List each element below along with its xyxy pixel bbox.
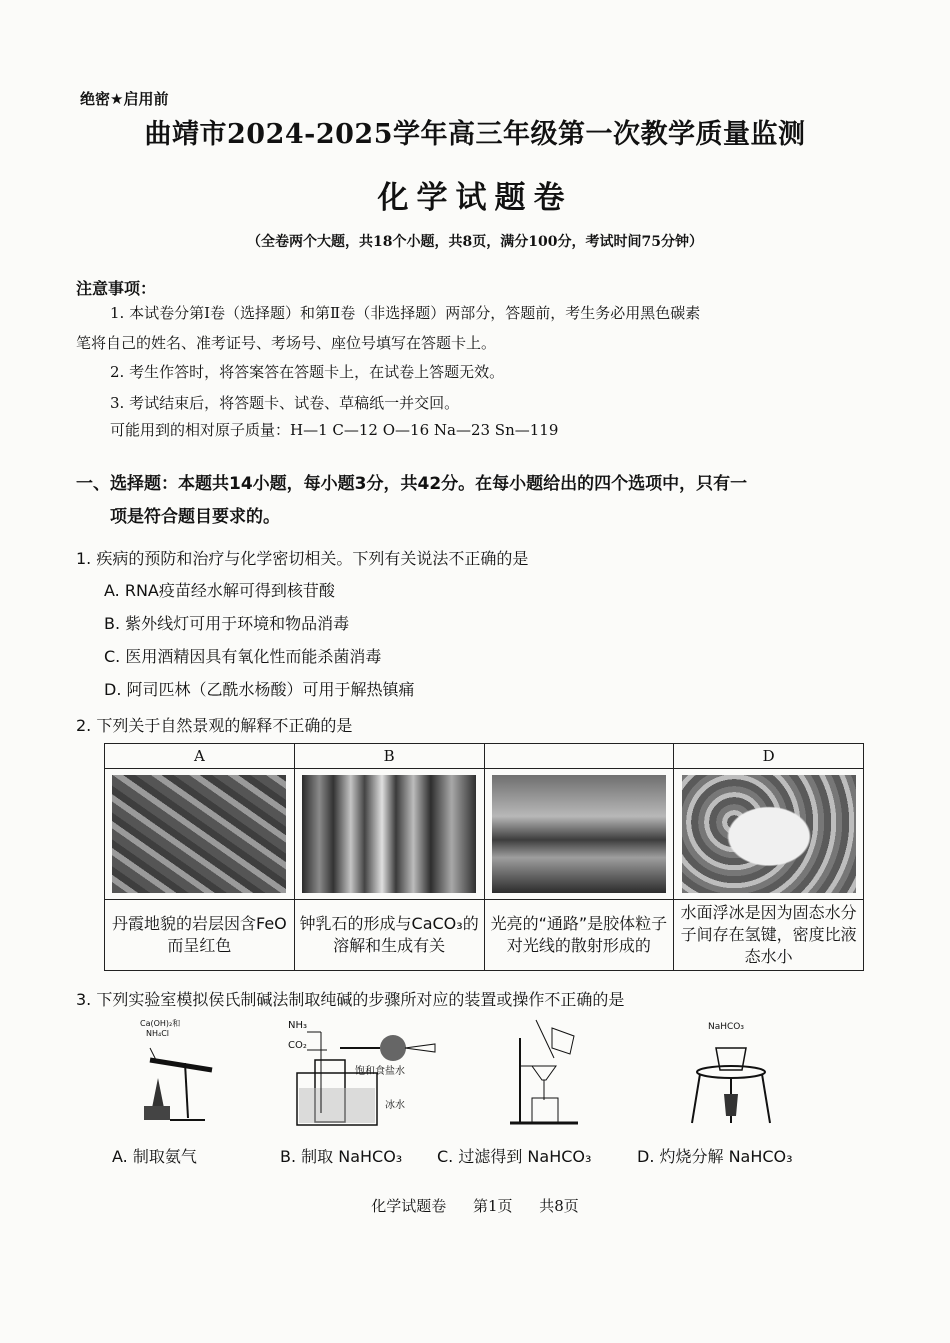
- stalactite-cave-photo: [302, 775, 476, 893]
- co2-label: CO₂: [288, 1040, 307, 1051]
- atomic-masses: 可能用到的相对原子质量：H—1 C—12 O—16 Na—23 Sn—119: [110, 421, 559, 439]
- brine-label: 饱和食盐水: [355, 1066, 405, 1077]
- q1-option-c: C. 医用酒精因具有氧化性而能杀菌消毒: [104, 647, 382, 666]
- q3-option-c: C. 过滤得到 NaHCO₃: [437, 1147, 592, 1166]
- q3-option-b: B. 制取 NaHCO₃: [280, 1147, 403, 1166]
- caption-a: 丹霞地貌的岩层因含FeO而呈红色: [105, 900, 295, 971]
- page-footer: 化学试题卷 第1页 共8页: [371, 1197, 579, 1215]
- q1-stem: 1. 疾病的预防和治疗与化学密切相关。下列有关说法不正确的是: [76, 549, 529, 568]
- col-header-c: [484, 744, 674, 769]
- section-heading-line2: 项是符合题目要求的。: [110, 507, 280, 527]
- col-header-d: D: [674, 744, 864, 769]
- caption-b: 钟乳石的形成与CaCO₃的溶解和生成有关: [294, 900, 484, 971]
- danxia-landform-photo: [112, 775, 286, 893]
- light-beam-photo: [492, 775, 666, 893]
- apparatus-c-diagram: [508, 1018, 588, 1128]
- reagent-label-2: NH₄Cl: [146, 1029, 170, 1038]
- notice-item-3: 3. 考试结束后，将答题卡、试卷、草稿纸一并交回。: [110, 394, 460, 412]
- apparatus-a-diagram: [130, 1018, 220, 1128]
- subject-title: 化学试题卷: [377, 180, 573, 216]
- section-heading: [76, 468, 896, 534]
- ice-water-label: 冰水: [385, 1100, 405, 1111]
- nahco3-label: NaHCO₃: [708, 1022, 744, 1032]
- q2-stem: 2. 下列关于自然景观的解释不正确的是: [76, 716, 353, 735]
- section-heading-line1: 一、选择题：本题共14小题，每小题3分，共42分。在每小题给出的四个选项中，只有一: [76, 474, 748, 494]
- q3-option-d: D. 灼烧分解 NaHCO₃: [637, 1147, 793, 1166]
- exam-title: 曲靖市2024-2025学年高三年级第一次教学质量监测: [144, 119, 806, 150]
- notice-item-1: 1. 本试卷分第Ⅰ卷（选择题）和第Ⅱ卷（非选择题）两部分，答题前，考生务必用黑色碳素: [110, 304, 701, 322]
- q1-option-a: A. RNA疫苗经水解可得到核苷酸: [104, 581, 335, 600]
- apparatus-b-diagram: [285, 1018, 445, 1128]
- col-header-a: A: [105, 744, 295, 769]
- ammonia-apparatus-icon: [130, 1018, 220, 1128]
- scenery-table: [104, 743, 864, 971]
- q1-option-d: D. 阿司匹林（乙酰水杨酸）可用于解热镇痛: [104, 680, 415, 699]
- notice-item-2: 2. 考生作答时，将答案答在答题卡上，在试卷上答题无效。: [110, 363, 505, 381]
- nh3-label: NH₃: [288, 1020, 308, 1031]
- caption-d: 水面浮冰是因为固态水分子间存在氢键，密度比液态水小: [674, 900, 864, 971]
- apparatus-d-diagram: [686, 1018, 776, 1128]
- exam-info: （全卷两个大题，共18个小题，共8页，满分100分，考试时间75分钟）: [247, 234, 703, 250]
- filtration-icon: [508, 1018, 588, 1128]
- confidential-mark: 绝密★启用前: [80, 90, 169, 108]
- reagent-label-1: Ca(OH)₂和: [140, 1019, 181, 1028]
- q1-option-b: B. 紫外线灯可用于环境和物品消毒: [104, 614, 350, 633]
- q3-option-a: A. 制取氨气: [112, 1147, 197, 1166]
- notice-item-1-cont: 笔将自己的姓名、准考证号、考场号、座位号填写在答题卡上。: [76, 334, 497, 352]
- floating-ice-photo: [682, 775, 856, 893]
- notice-heading: 注意事项：: [76, 279, 157, 298]
- col-header-b: B: [294, 744, 484, 769]
- q3-stem: 3. 下列实验室模拟侯氏制碱法制取纯碱的步骤所对应的装置或操作不正确的是: [76, 990, 625, 1009]
- caption-c: 光亮的“通路”是胶体粒子对光线的散射形成的: [484, 900, 674, 971]
- bicarbonate-reactor-icon: [285, 1018, 445, 1128]
- calcination-icon: [686, 1018, 776, 1128]
